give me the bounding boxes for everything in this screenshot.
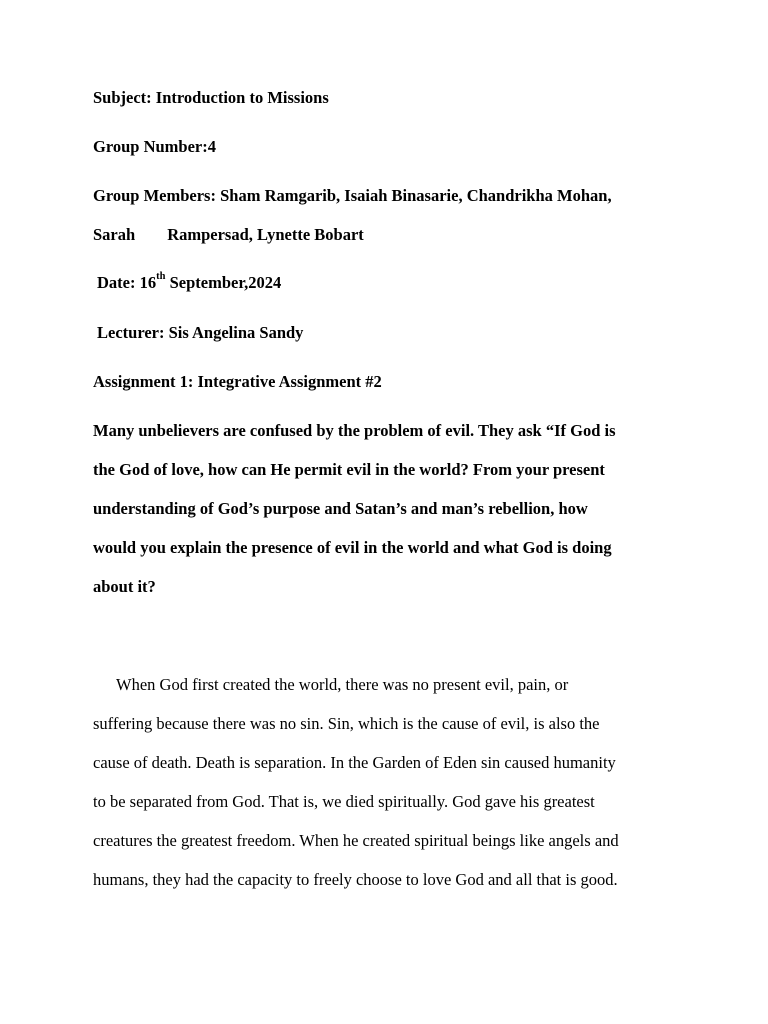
group-number-line: Group Number:4 [93,137,216,156]
date-suffix: September,2024 [165,273,282,292]
body-line: creatures the greatest freedom. When he created spiritual beings like angels and [93,831,619,850]
subject-line: Subject: Introduction to Missions [93,88,329,107]
body-line: humans, they had the capacity to freely choose to love God and all that is good. [93,870,618,889]
question-line: understanding of God’s purpose and Satan’s and man’s rebellion, how [93,499,588,518]
body-line: When God first created the world, there was no present evil, pain, or [116,675,569,694]
group-members-line-1: Group Members: Sham Ramgarib, Isaiah Binasarie, Chandrikha Mohan, [93,186,612,205]
group-members-remaining: Rampersad, Lynette Bobart [167,225,364,244]
body-line: suffering because there was no sin. Sin, which is the cause of evil, is also the [93,714,600,733]
body-line: to be separated from God. That is, we died spiritually. God gave his greatest [93,792,595,811]
question-line: about it? [93,577,156,596]
question-line: Many unbelievers are confused by the problem of evil. They ask “If God is [93,421,616,440]
group-members-line-2 [93,225,364,245]
date-prefix: Date: 16 [97,273,157,292]
date-ordinal: th [156,271,166,283]
group-member-first-name: Sarah [93,225,136,244]
date-line [97,273,281,293]
question-line: would you explain the presence of evil in the world and what God is doing [93,538,612,557]
assignment-line: Assignment 1: Integrative Assignment #2 [93,372,382,391]
body-line: cause of death. Death is separation. In the Garden of Eden sin caused humanity [93,753,616,772]
lecturer-line: Lecturer: Sis Angelina Sandy [97,323,304,342]
question-line: the God of love, how can He permit evil in the world? From your present [93,460,605,479]
